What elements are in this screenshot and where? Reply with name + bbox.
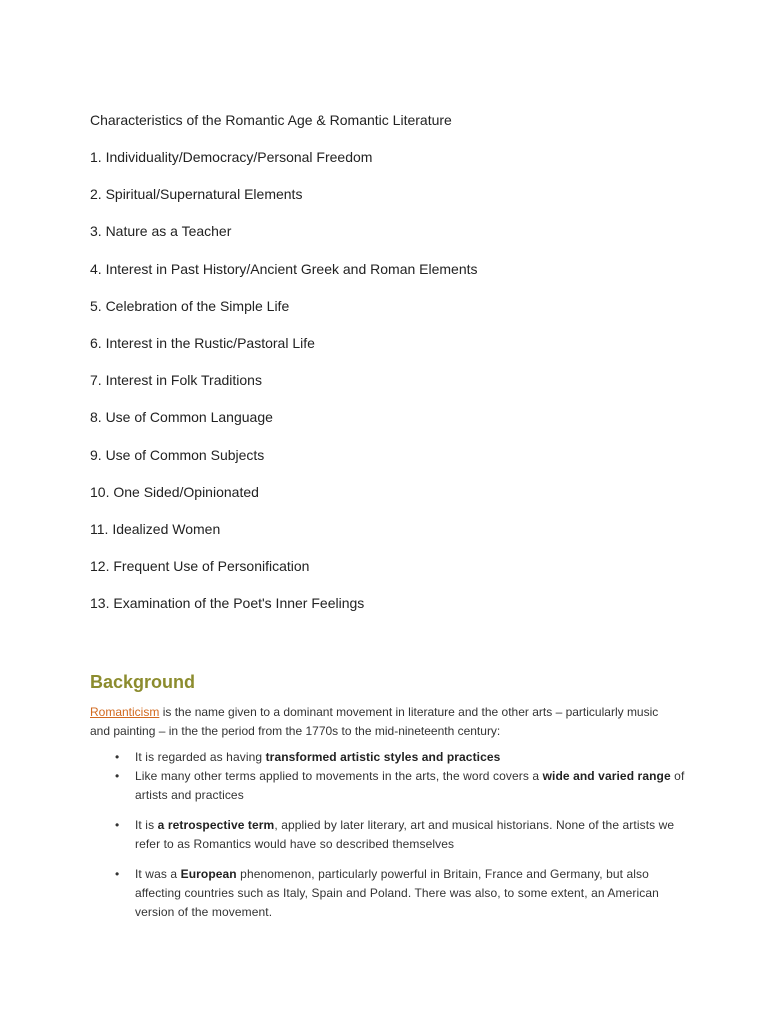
background-intro bbox=[90, 703, 680, 741]
bullet-item bbox=[90, 816, 690, 854]
bullet-item bbox=[90, 767, 690, 805]
list-item: 9. Use of Common Subjects bbox=[90, 446, 265, 463]
background-heading: Background bbox=[90, 672, 196, 692]
intro-text: is the name given to a dominant movement in literature and the other arts – particularly music and painting – in the the period from the 1770s to the mid-nineteenth century: bbox=[90, 705, 659, 738]
document-title: Characteristics of the Romantic Age & Romantic Literature bbox=[90, 112, 452, 128]
list-item: 4. Interest in Past History/Ancient Greek and Roman Elements bbox=[90, 260, 478, 277]
bullet-text: Like many other terms applied to movements in the arts, the word covers a bbox=[135, 769, 543, 783]
bullet-emphasis: transformed artistic styles and practices bbox=[265, 750, 501, 764]
list-item: 2. Spiritual/Supernatural Elements bbox=[90, 186, 303, 203]
bullet-text: It is bbox=[135, 818, 158, 832]
list-item: 5. Celebration of the Simple Life bbox=[90, 297, 290, 314]
list-item: 12. Frequent Use of Personification bbox=[90, 558, 310, 575]
list-item: 1. Individuality/Democracy/Personal Freedom bbox=[90, 149, 373, 165]
characteristics-list bbox=[90, 147, 690, 613]
bullet-item bbox=[90, 865, 690, 922]
background-bullets bbox=[90, 748, 690, 933]
bullet-text: phenomenon, particularly powerful in Britain, France and Germany, but also affecting countries such as Italy, Spain and Poland. There was also, to some extent, an American version of the movement. bbox=[135, 867, 659, 919]
bullet-dot: • bbox=[115, 769, 120, 783]
bullet-emphasis: wide and varied range bbox=[542, 769, 671, 783]
romanticism-link[interactable]: Romanticism bbox=[90, 705, 160, 719]
bullet-emphasis: European bbox=[180, 867, 237, 881]
bullet-text: , applied by later literary, art and musical historians. None of the artists we refer to as Romantics would have so described themselves bbox=[135, 818, 675, 851]
bullet-text: of artists and practices bbox=[135, 769, 685, 802]
list-item: 7. Interest in Folk Traditions bbox=[90, 372, 262, 389]
list-item: 8. Use of Common Language bbox=[90, 409, 273, 426]
bullet-text: It was a bbox=[135, 867, 181, 881]
list-item: 6. Interest in the Rustic/Pastoral Life bbox=[90, 334, 315, 351]
bullet-text: It is regarded as having bbox=[135, 750, 266, 764]
bullet-dot: • bbox=[115, 867, 120, 881]
list-item: 3. Nature as a Teacher bbox=[90, 223, 232, 240]
bullet-dot: • bbox=[115, 818, 120, 832]
bullet-item bbox=[90, 748, 690, 767]
list-item: 11. Idealized Women bbox=[90, 520, 221, 537]
bullet-emphasis: a retrospective term bbox=[157, 818, 275, 832]
list-item: 13. Examination of the Poet's Inner Feelings bbox=[90, 595, 365, 612]
list-item: 10. One Sided/Opinionated bbox=[90, 483, 259, 500]
document-body bbox=[90, 110, 690, 630]
bullet-dot: • bbox=[115, 750, 120, 764]
